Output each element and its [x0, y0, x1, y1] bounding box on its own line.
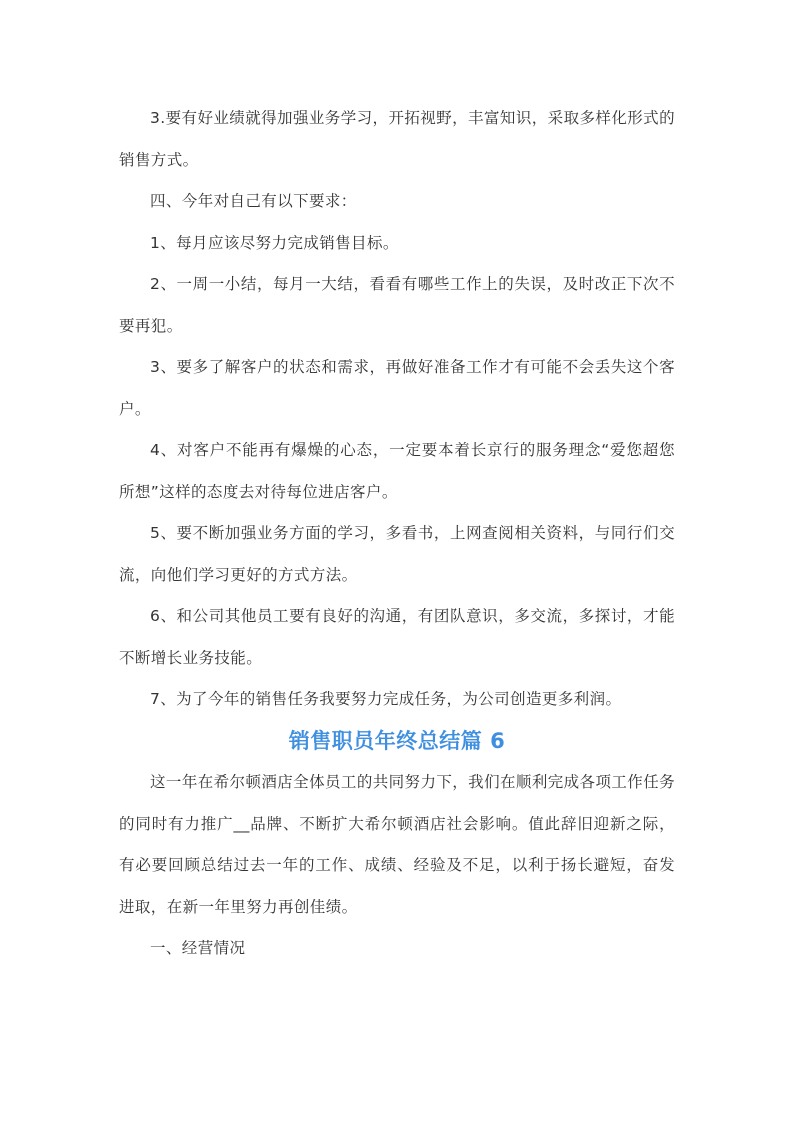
paragraph-business-heading: 一、经营情况: [150, 939, 246, 957]
paragraph-intro: 这一年在希尔顿酒店全体员工的共同努力下，我们在顺利完成各项工作任务的同时有力推广__品牌、不断扩大希尔顿酒店社会影响。值此辞旧迎新之际，有必要回顾总结过去一年的工作、成绩、经验及不足，以利于扬长避短，奋发进取，在新一年里努力再创佳绩。: [119, 773, 675, 916]
paragraph-requirement-2: 2、一周一小结，每月一大结，看看有哪些工作上的失误，及时改正下次不要再犯。: [119, 275, 675, 335]
document-body: [119, 98, 675, 970]
paragraph-requirement-7: 7、为了今年的销售任务我要努力完成任务，为公司创造更多利润。: [150, 690, 622, 708]
paragraph-requirement-5: 5、要不断加强业务方面的学习，多看书，上网查阅相关资料，与同行们交流，向他们学习更好的方式方法。: [119, 524, 675, 584]
paragraph-requirements-heading: 四、今年对自己有以下要求：: [150, 192, 357, 210]
paragraph-study: 3.要有好业绩就得加强业务学习，开拓视野，丰富知识，采取多样化形式的销售方式。: [119, 109, 675, 169]
section-title: 销售职员年终总结篇 6: [288, 728, 506, 753]
paragraph-requirement-4: 4、对客户不能再有爆燥的心态，一定要本着长京行的服务理念“爱您超您所想”这样的态度去对待每位进店客户。: [119, 441, 675, 501]
paragraph-requirement-3: 3、要多了解客户的状态和需求，再做好准备工作才有可能不会丢失这个客户。: [119, 358, 675, 418]
paragraph-requirement-1: 1、每月应该尽努力完成销售目标。: [150, 233, 399, 252]
paragraph-requirement-6: 6、和公司其他员工要有良好的沟通，有团队意识，多交流，多探讨，才能不断增长业务技能。: [119, 607, 675, 667]
